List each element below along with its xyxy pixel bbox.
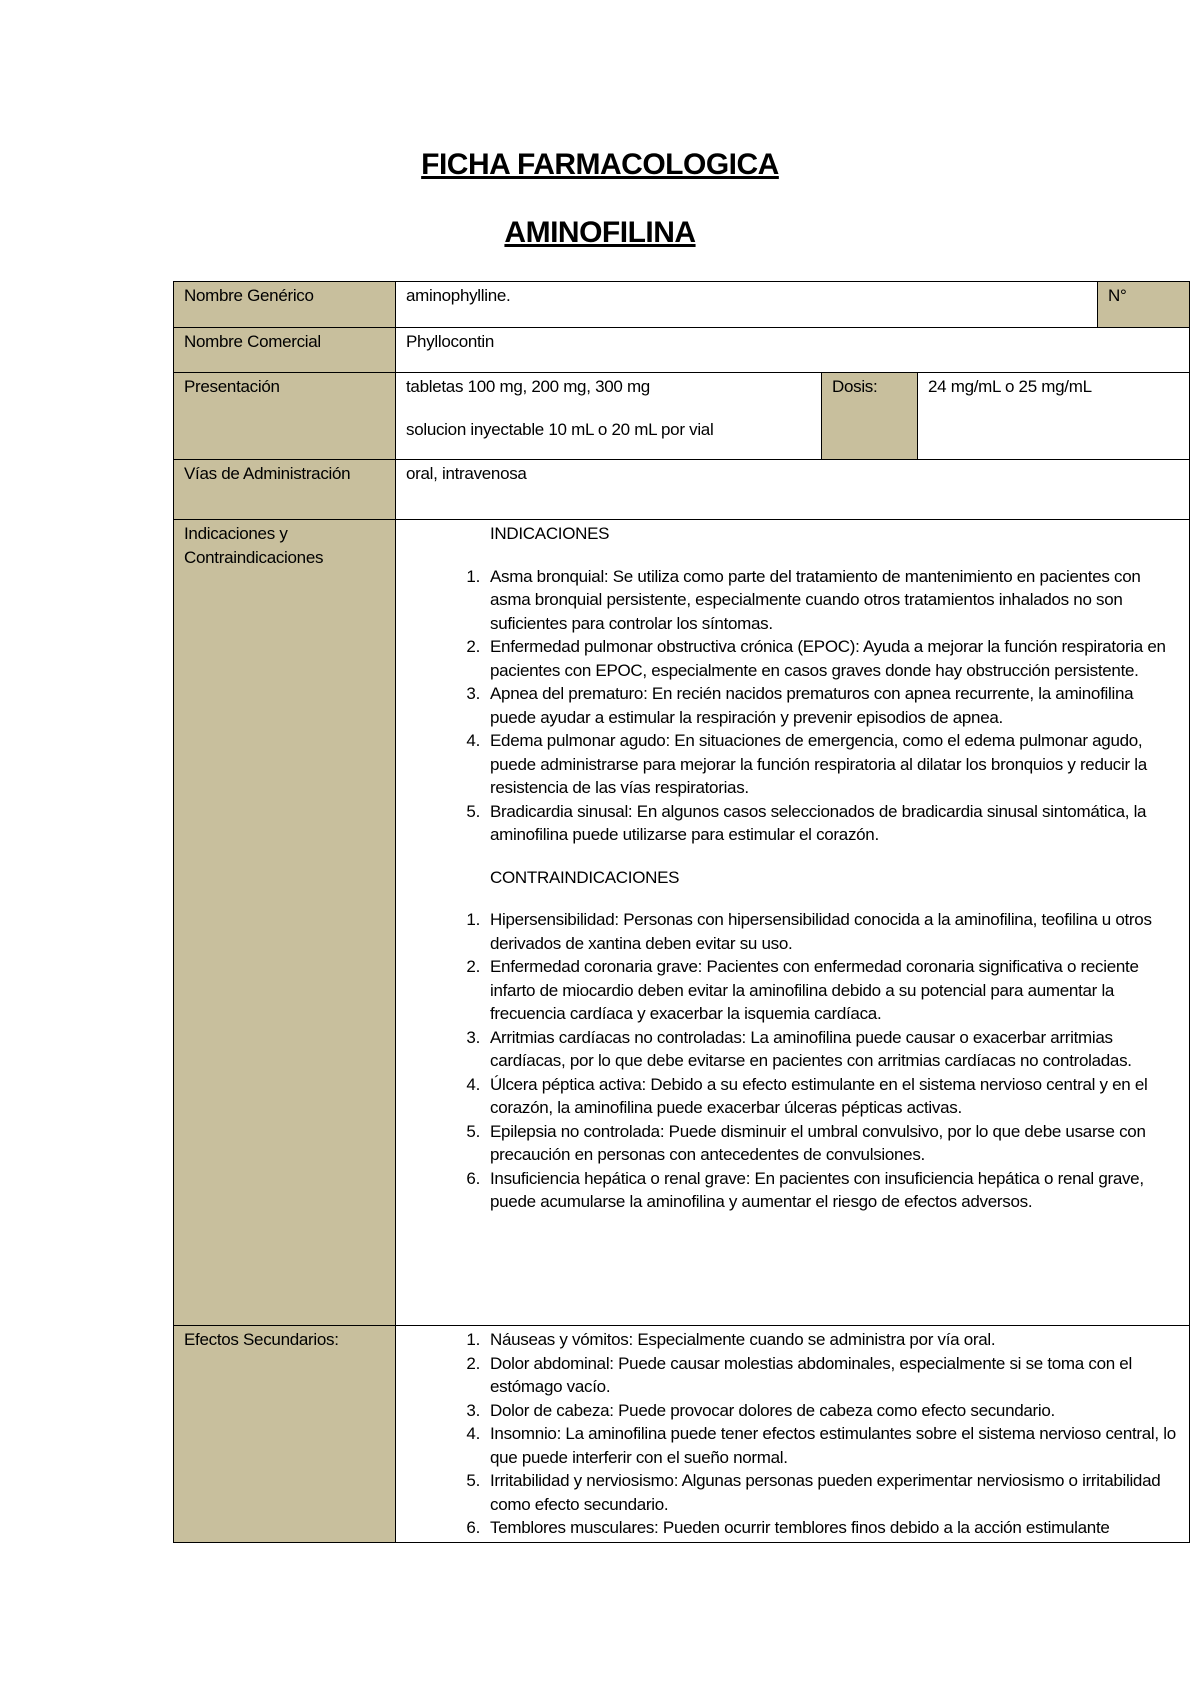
list-item xyxy=(406,635,1179,682)
list-item-number: 1. xyxy=(466,910,480,929)
list-item xyxy=(406,1167,1179,1214)
row-generic-name xyxy=(174,282,1190,328)
commercial-name-value: Phyllocontin xyxy=(396,328,1190,373)
list-item-text: Hipersensibilidad: Personas con hipersensibilidad conocida a la aminofilina, teofilina u otros derivados de xantina deben evitar su uso. xyxy=(490,910,1152,953)
list-item xyxy=(406,1422,1179,1469)
row-presentation xyxy=(174,373,1190,460)
list-item-text: Apnea del prematuro: En recién nacidos prematuros con apnea recurrente, la aminofilina puede ayudar a estimular la respiración y prevenir episodios de apnea. xyxy=(490,684,1134,727)
list-item xyxy=(406,1073,1179,1120)
presentation-injectable: solucion inyectable 10 mL o 20 mL por vial xyxy=(406,419,714,439)
list-item-number: 5. xyxy=(466,1471,480,1490)
list-item-number: 6. xyxy=(466,1518,480,1537)
drug-sheet-table xyxy=(173,281,1190,1543)
list-item-text: Irritabilidad y nerviosismo: Algunas personas pueden experimentar nerviosismo o irritabilidad como efecto secundario. xyxy=(490,1471,1161,1514)
list-item-number: 4. xyxy=(466,731,480,750)
list-item-number: 3. xyxy=(466,1400,480,1420)
row-side-effects xyxy=(174,1326,1190,1543)
list-item-number: 2. xyxy=(466,637,480,656)
list-item xyxy=(406,1120,1179,1167)
indications-heading: INDICACIONES xyxy=(490,524,610,543)
contraindications-list xyxy=(406,908,1179,1214)
list-item-text: Temblores musculares: Pueden ocurrir temblores finos debido a la acción estimulante xyxy=(490,1518,1110,1537)
dose-label: Dosis: xyxy=(822,373,918,460)
list-item-text: Dolor abdominal: Puede causar molestias abdominales, especialmente si se toma con el estómago vacío. xyxy=(490,1353,1132,1396)
routes-label: Vías de Administración xyxy=(174,460,396,520)
list-item-number: 5. xyxy=(466,801,480,821)
list-item-number: 1. xyxy=(466,1330,480,1349)
list-item-text: Úlcera péptica activa: Debido a su efecto estimulante en el sistema nervioso central y en el corazón, la aminofilina puede exacerbar úlceras pépticas activas. xyxy=(490,1074,1148,1117)
list-item xyxy=(406,1399,1179,1423)
indications-content xyxy=(396,520,1190,1326)
side-effects-list xyxy=(406,1328,1179,1540)
row-indications xyxy=(174,520,1190,1326)
drug-name-title: AMINOFILINA xyxy=(504,216,696,249)
indications-label: Indicaciones y Contraindicaciones xyxy=(174,520,396,1326)
list-item xyxy=(406,908,1179,955)
list-item-number: 1. xyxy=(466,566,480,586)
list-item xyxy=(406,1516,1179,1540)
list-item-text: Dolor de cabeza: Puede provocar dolores de cabeza como efecto secundario. xyxy=(490,1400,1055,1420)
generic-name-value: aminophylline. xyxy=(396,282,1098,328)
list-item-text: Epilepsia no controlada: Puede disminuir el umbral convulsivo, por lo que debe usarse con precaución en personas con antecedentes de convulsiones. xyxy=(490,1121,1146,1164)
side-effects-content xyxy=(396,1326,1190,1543)
list-item-number: 3. xyxy=(466,684,480,703)
presentation-tablets: tabletas 100 mg, 200 mg, 300 mg xyxy=(406,377,650,396)
number-label: N° xyxy=(1098,282,1190,328)
list-item-text: Arritmias cardíacas no controladas: La aminofilina puede causar o exacerbar arritmias cardíacas, por lo que debe evitarse en pacientes con arritmias cardíacas no controladas. xyxy=(490,1027,1132,1070)
list-item xyxy=(406,800,1179,847)
list-item xyxy=(406,682,1179,729)
list-item-text: Enfermedad coronaria grave: Pacientes con enfermedad coronaria significativa o reciente infarto de miocardio deben evitar la aminofilina debido a su potencial para aumentar la frecuencia cardíaca y exacerbar la isquemia cardíaca. xyxy=(490,957,1139,1023)
contraindications-heading: CONTRAINDICACIONES xyxy=(490,867,680,887)
list-item-text: Náuseas y vómitos: Especialmente cuando se administra por vía oral. xyxy=(490,1330,996,1349)
list-item-number: 4. xyxy=(466,1424,480,1443)
list-item xyxy=(406,955,1179,1026)
document-title: FICHA FARMACOLOGICA xyxy=(421,148,779,181)
list-item xyxy=(406,1352,1179,1399)
list-item-number: 2. xyxy=(466,1353,480,1373)
list-item-number: 3. xyxy=(466,1027,480,1047)
list-item-number: 2. xyxy=(466,957,480,976)
list-item-text: Asma bronquial: Se utiliza como parte del tratamiento de mantenimiento en pacientes con asma bronquial persistente, especialmente cuando otros tratamientos inhalados no son suficientes para controlar los síntomas. xyxy=(490,566,1141,633)
list-item-text: Enfermedad pulmonar obstructiva crónica (EPOC): Ayuda a mejorar la función respiratoria en pacientes con EPOC, especialmente en casos graves donde hay obstrucción persistente. xyxy=(490,637,1166,680)
side-effects-label: Efectos Secundarios: xyxy=(174,1326,396,1543)
dose-value: 24 mg/mL o 25 mg/mL xyxy=(918,373,1190,460)
list-item-number: 4. xyxy=(466,1074,480,1094)
list-item-number: 6. xyxy=(466,1168,480,1188)
list-item xyxy=(406,1026,1179,1073)
list-item xyxy=(406,729,1179,800)
list-item xyxy=(406,565,1179,636)
list-item-number: 5. xyxy=(466,1121,480,1141)
list-item xyxy=(406,1328,1179,1352)
list-item-text: Edema pulmonar agudo: En situaciones de emergencia, como el edema pulmonar agudo, puede administrarse para mejorar la función respiratoria al dilatar los bronquios y reducir la resistencia de las vías respiratorias. xyxy=(490,731,1147,797)
list-item-text: Insuficiencia hepática o renal grave: En pacientes con insuficiencia hepática o renal grave, puede acumularse la aminofilina y aumentar el riesgo de efectos adversos. xyxy=(490,1168,1144,1211)
routes-value: oral, intravenosa xyxy=(396,460,1190,520)
generic-name-label: Nombre Genérico xyxy=(174,282,396,328)
commercial-name-label: Nombre Comercial xyxy=(174,328,396,373)
list-item-text: Insomnio: La aminofilina puede tener efectos estimulantes sobre el sistema nervioso central, lo que puede interferir con el sueño normal. xyxy=(490,1424,1176,1467)
list-item xyxy=(406,1469,1179,1516)
presentation-label: Presentación xyxy=(174,373,396,460)
row-routes xyxy=(174,460,1190,520)
list-item-text: Bradicardia sinusal: En algunos casos seleccionados de bradicardia sinusal sintomática, la aminofilina puede utilizarse para estimular el corazón. xyxy=(490,801,1147,844)
presentation-value xyxy=(396,373,822,460)
row-commercial-name xyxy=(174,328,1190,373)
indications-list xyxy=(406,565,1179,847)
